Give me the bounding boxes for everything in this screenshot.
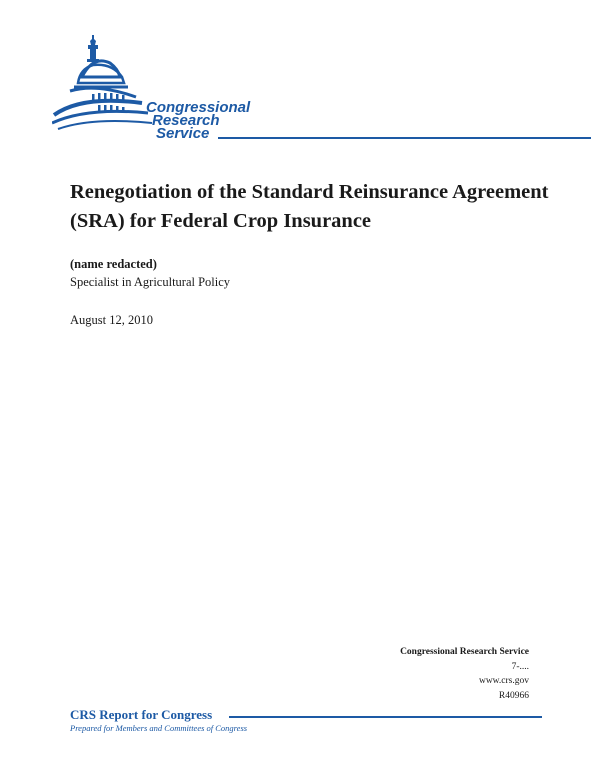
- logo-word-congressional: Congressional: [146, 99, 251, 116]
- phone-number: 7-....: [511, 661, 529, 672]
- website-link[interactable]: www.crs.gov: [478, 676, 529, 686]
- report-info-block: [400, 645, 529, 703]
- organization-name: Congressional Research Service: [400, 647, 529, 657]
- logo-word-service: Service: [156, 125, 210, 142]
- capitol-dome-icon: [52, 33, 152, 143]
- author-role: Specialist in Agricultural Policy: [70, 275, 231, 289]
- logo-wordmark: [146, 101, 250, 140]
- report-number: R40966: [498, 690, 529, 701]
- header-divider: [218, 137, 591, 139]
- crs-logo: [52, 33, 542, 148]
- footer-title: CRS Report for Congress: [70, 707, 213, 722]
- logo-word-research: Research: [152, 112, 220, 129]
- footer-divider: [229, 716, 542, 718]
- footer-subtitle: Prepared for Members and Committees of Congress: [70, 723, 248, 733]
- author-name: (name redacted): [70, 257, 157, 271]
- publication-date: August 12, 2010: [70, 313, 153, 327]
- report-title: Renegotiation of the Standard Reinsurance Agreement (SRA) for Federal Crop Insurance: [70, 181, 549, 232]
